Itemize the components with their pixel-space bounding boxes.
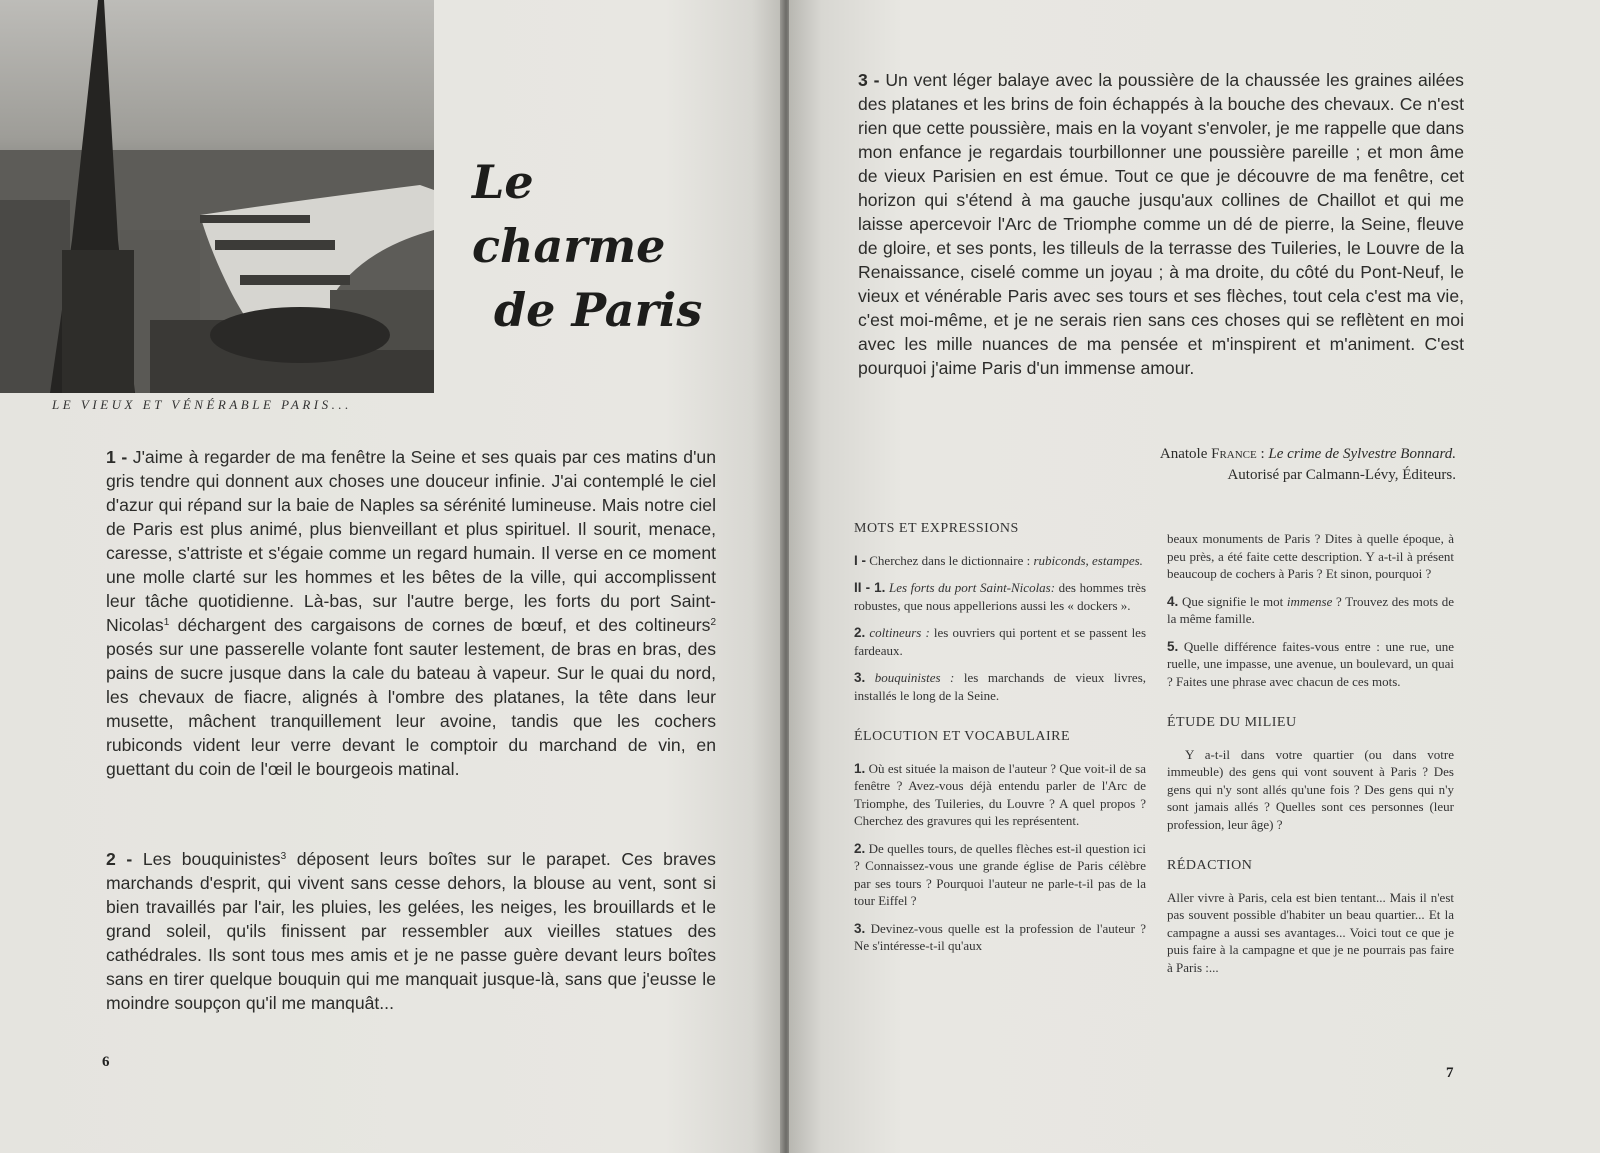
- paragraph-text: déposent leurs boîtes sur le parapet. Ces braves marchands d'esprit, qui vivent sans cesse dehors, la blouse au vent, sont si bien travaillés par l'air, les pluies, les gelées, les neiges, les brouillards et le grand soleil, qu'ils finissent par ressembler aux vieilles statues des cathédrales. Ils sont tous mes amis et je ne passe guère devant leurs boîtes sans en tirer quelque bouquin qui me manquait jusque-là, sans que j'eusse le moindre soupçon qu'il me manquât...: [106, 849, 716, 1013]
- exercises-column-left: [854, 520, 1146, 965]
- paragraph-number: 2 -: [106, 849, 133, 869]
- item-text: les ouvriers qui portent et se passent les fardeaux.: [854, 625, 1147, 658]
- item-number: 3.: [854, 670, 866, 685]
- paragraph-number: 1 -: [106, 447, 128, 467]
- work-title: Le crime de Sylvestre Bonnard.: [1268, 446, 1456, 462]
- paragraph-text: J'aime à regarder de ma fenêtre la Seine et ses quais par ces matins d'un gris tendre qui donnent aux choses une douceur infinie. J'ai contemplé le ciel d'azur qui répand sur la baie de Naples sa sérénité lumineuse. Mais notre ciel de Paris est plus animé, plus bienveillant et plus spirituel. Il sourit, menace, caresse, s'attriste et s'égaie comme un regard humain. Il verse en ce moment une molle clarté sur les hommes et les bêtes de la ville, qui accomplissent leur tâche quotidienne. Là-bas, sur l'autre berge, les forts du port Saint-Nicolas: [106, 447, 716, 635]
- paragraph-text: Les bouquinistes: [142, 849, 281, 869]
- item-text: des hommes très robustes, que nous appellerions aussi les « dockers ».: [854, 580, 1146, 613]
- author-first-name: Anatole: [1159, 446, 1212, 462]
- item-text: ? Trouvez des mots de la même famille.: [1167, 593, 1454, 626]
- exercise-item: [1167, 638, 1454, 691]
- photo-caption: LE VIEUX ET VÉNÉRABLE PARIS...: [52, 397, 352, 412]
- exercise-item: [854, 624, 1146, 659]
- item-number: II - 1.: [854, 580, 886, 595]
- footnote-ref: 2: [710, 617, 716, 628]
- paris-photo: [0, 0, 434, 393]
- separator: :: [1256, 446, 1269, 462]
- redaction-text: Aller vivre à Paris, cela est bien tentant... Mais il n'est pas souvent possible d'habiter un beau quartier... Et la campagne a aussi ses avantages... Voici tout ce que je puis faire à la campagne et que je ne pourrais pas faire à Paris :...: [1167, 889, 1454, 975]
- paragraph-text: posés sur une passerelle volante font sauter lestement, de bras en bras, des pains de sucre jusque dans la cale du bateau à vapeur. Sur le quai du nord, les chevaux de fiacre, alignés à l'ombre des platanes, la tête dans leur musette, mâchent tranquillement leur avoine, tandis que les cochers rubiconds vident leur verre devant le comptoir du marchand de vin, en guettant du coin de l'œil le bourgeois matinal.: [106, 639, 716, 779]
- item-number: 4.: [1167, 593, 1179, 609]
- exercise-item: [1167, 593, 1454, 628]
- item-text: les marchands de vieux livres, installés le long de la Seine.: [854, 670, 1146, 703]
- section-heading-redaction: RÉDACTION: [1167, 858, 1253, 873]
- item-number: 2.: [854, 625, 866, 640]
- item-number: 3.: [854, 920, 866, 936]
- item-number: 1.: [854, 760, 866, 776]
- page-number-right: 7: [1446, 1065, 1454, 1081]
- title-line-1: Le charme: [472, 155, 666, 273]
- page-number-left: 6: [102, 1054, 110, 1070]
- right-page: [789, 0, 1600, 1153]
- exercise-item-continued: beaux monuments de Paris ? Dites à quelle époque, à peu près, a été faite cette description. Y a-t-il à présent beaucoup de cochers à Paris ? Et sinon, pourquoi ?: [1167, 531, 1454, 581]
- section-heading-mots: MOTS ET EXPRESSIONS: [854, 521, 1019, 536]
- paragraph-text: déchargent des cargaisons de cornes de bœuf, et des coltineurs: [169, 615, 711, 635]
- attribution-source: [858, 444, 1456, 465]
- exercise-item: [854, 760, 1146, 830]
- section-heading-milieu: ÉTUDE DU MILIEU: [1167, 715, 1297, 730]
- attribution-rights: Autorisé par Calmann-Lévy, Éditeurs.: [1227, 467, 1456, 483]
- exercises-column-right: [1167, 530, 1454, 986]
- item-term: immense: [1286, 593, 1333, 609]
- item-number: I -: [854, 552, 866, 568]
- item-text: Cherchez dans le dictionnaire :: [869, 552, 1034, 568]
- paris-skyline-image: [0, 0, 434, 393]
- paragraph-text: Un vent léger balaye avec la poussière de la chaussée les graines ailées des platanes et les brins de foin échappés à la bouche des chevaux. Ce n'est rien que cette poussière, mais en la voyant s'envoler, je me rappelle que dans mon enfance je regardais tourbillonner une poussière pareille ; et mon âme de vieux Parisien en est émue. Tout ce que je découvre de ma fenêtre, cet horizon qui s'étend à ma gauche jusqu'aux collines de Chaillot et qui me laisse apercevoir l'Arc de Triomphe comme un dé de pierre, la Seine, fleuve de gloire, et ses ponts, les tilleuls de la terrasse des Tuileries, le Louvre de la Renaissance, ciselé comme un joyau ; à ma droite, du côté du Pont-Neuf, le vieux et vénérable Paris avec ses tours et ses flèches, tout cela c'est ma vie, c'est moi-même, et je ne serais rien sans ces choses qui se reflètent en moi avec les mille nuances de ma pensée et m'inspirent et m'animent. C'est pourquoi j'aime Paris d'un immense amour.: [858, 70, 1464, 378]
- footnote-ref: 3: [280, 851, 287, 862]
- exercise-item: [854, 920, 1146, 955]
- item-text: De quelles tours, de quelles flèches est-il question ici ? Connaissez-vous une grande église de Paris célèbre par ses tours ? Pourquoi l'auteur ne parle-t-il pas de la tour Eiffel ?: [854, 840, 1146, 908]
- exercise-item: [854, 840, 1146, 910]
- attribution: [858, 444, 1456, 486]
- page-title: [472, 150, 732, 342]
- exercise-item: [854, 552, 1146, 570]
- section-heading-elocution: ÉLOCUTION ET VOCABULAIRE: [854, 729, 1071, 744]
- author-last-name: France: [1211, 446, 1257, 462]
- item-term: Les forts du port Saint-Nicolas:: [889, 580, 1056, 595]
- item-text: Devinez-vous quelle est la profession de l'auteur ? Ne s'intéresse-t-il qu'aux: [854, 920, 1147, 953]
- item-text: Où est située la maison de l'auteur ? Que voit-il de sa fenêtre ? Avez-vous déjà entendu parler de l'Arc de Triomphe, des Tuileries, du Louvre ? A quel propos ? Cherchez des gravures qui les représentent.: [854, 760, 1146, 828]
- item-term: rubiconds, estampes.: [1033, 552, 1143, 568]
- paragraph-3: [858, 68, 1464, 380]
- title-line-2: de Paris: [494, 283, 703, 337]
- item-number: 2.: [854, 840, 866, 856]
- item-term: bouquinistes :: [874, 670, 955, 685]
- exercise-item: [854, 579, 1146, 614]
- item-number: 5.: [1167, 638, 1179, 654]
- left-page: [0, 0, 783, 1153]
- paragraph-1: [106, 445, 716, 781]
- exercise-item: [854, 669, 1146, 704]
- footnote-ref: 1: [163, 617, 170, 628]
- item-text: Quelle différence faites-vous entre : une rue, une ruelle, une impasse, une avenue, un boulevard, un quai ? Faites une phrase avec chacun de ces mots.: [1167, 638, 1454, 689]
- item-text: Que signifie le mot: [1181, 593, 1287, 609]
- paragraph-2: [106, 847, 716, 1015]
- milieu-text: Y a-t-il dans votre quartier (ou dans votre immeuble) des gens qui vont souvent à Paris ? Des gens qui n'y sont allés qu'une fois ? Des gens qui n'y sont jamais allés ? Quelles sont ces personnes (leur profession, leur âge) ?: [1167, 746, 1454, 832]
- item-term: coltineurs :: [869, 625, 930, 640]
- paragraph-number: 3 -: [858, 70, 880, 90]
